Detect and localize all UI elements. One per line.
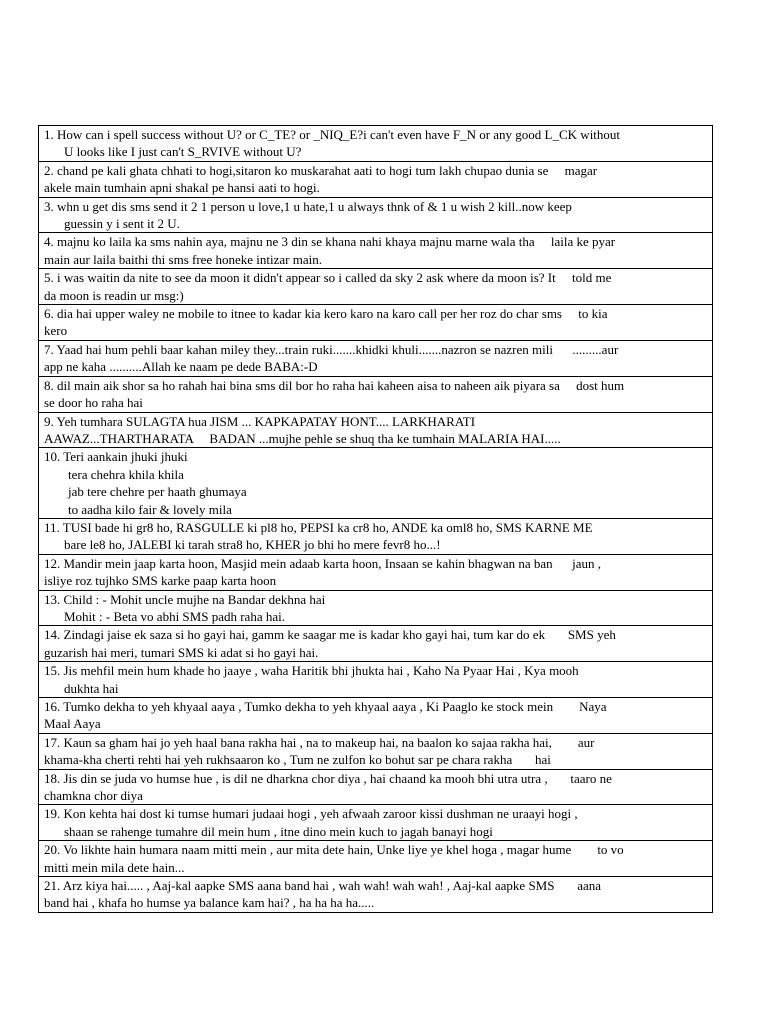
sms-entry-line: app ne kaha ..........Allah ke naam pe dede BABA:-D (44, 359, 318, 375)
sms-entry-line: 17. Kaun sa gham hai jo yeh haal bana rakha hai , na to makeup hai, na baalon ko sajaa rakha hai, aur (44, 734, 595, 750)
sms-entry-line: 1. How can i spell success without U? or C_TE? or _NIQ_E?i can't even have F_N or any good L_CK without (44, 127, 621, 142)
sms-entry-line: 18. Jis din se juda vo humse hue , is dil ne dharkna chor diya , hai chaand ka mooh bhi utra utra , taaro ne (44, 770, 612, 786)
sms-entry-line: 9. Yeh tumhara SULAGTA hua JISM ... KAPKAPATAY HONT.... LARKHARATI (44, 413, 476, 429)
sms-entry-2 (39, 162, 712, 198)
sms-entry-5 (39, 269, 712, 305)
sms-entry-line: khama-kha cherti rehti hai yeh rukhsaaron ko , Tum ne zulfon ko bohut sar pe chara rakha hai (44, 752, 551, 768)
sms-entry-6 (39, 305, 712, 341)
sms-entry-line: 7. Yaad hai hum pehli baar kahan miley they...train ruki.......khidki khuli.......nazron se nazren mili .........aur (44, 341, 619, 357)
sms-entry-line: 5. i was waitin da nite to see da moon it didn't appear so i called da sky 2 ask where da moon is? It told me (44, 270, 612, 286)
sms-entry-line: 6. dia hai upper waley ne mobile to itnee to kadar kia kero karo na karo call per her roz do char sms to kia (44, 306, 608, 322)
sms-entry-line: main aur laila baithi thi sms free honeke intizar main. (44, 251, 322, 267)
sms-entry-17 (39, 734, 712, 770)
sms-entry-line: 19. Kon kehta hai dost ki tumse humari judaai hogi , yeh afwaah zaroor kissi dushman ne uraayi hogi , (44, 806, 578, 822)
sms-entry-line: se door ho raha hai (44, 395, 143, 411)
sms-entry-12 (39, 555, 712, 591)
sms-entry-21 (39, 877, 712, 912)
sms-entry-line: 10. Teri aankain jhuki jhuki (44, 449, 188, 465)
sms-entry-line: to aadha kilo fair & lovely mila (68, 501, 232, 517)
sms-entry-line: 21. Arz kiya hai..... , Aaj-kal aapke SMS aana band hai , wah wah! wah wah! , Aaj-kal aapke SMS aana (44, 878, 602, 894)
sms-entry-15 (39, 662, 712, 698)
sms-entry-13 (39, 591, 712, 627)
sms-entry-line: Maal Aaya (44, 716, 101, 732)
sms-entry-line: 15. Jis mehfil mein hum khade ho jaaye , waha Haritik bhi jhukta hai , Kaho Na Pyaar Hai , Kya mooh (44, 663, 579, 679)
sms-entry-line: 8. dil main aik shor sa ho rahah hai bina sms dil bor ho raha hai kaheen aisa to naheen aik piyara sa dost hum (44, 377, 625, 393)
sms-entry-line: 16. Tumko dekha to yeh khyaal aaya , Tumko dekha to yeh khyaal aaya , Ki Paaglo ke stock mein Naya (44, 699, 607, 714)
sms-entry-line: mitti mein mila dete hain... (44, 859, 185, 875)
sms-entry-line: U looks like I just can't S_RVIVE without U? (64, 144, 302, 160)
sms-entry-4 (39, 233, 712, 269)
sms-entry-line: kero (44, 323, 68, 339)
sms-entry-9 (39, 413, 712, 449)
sms-entry-line: 4. majnu ko laila ka sms nahin aya, majnu ne 3 din se khana nahi khaya majnu marne wala tha laila ke pyar (44, 234, 616, 250)
sms-entry-line: guzarish hai meri, tumari SMS ki adat si ho gayi hai. (44, 644, 319, 660)
sms-entry-line: 12. Mandir mein jaap karta hoon, Masjid mein adaab karta hoon, Insaan se kahin bhagwan na ban jaun , (44, 555, 602, 571)
sms-entry-line: tera chehra khila khila (68, 466, 184, 482)
sms-entry-8 (39, 377, 712, 413)
sms-entry-line: AAWAZ...THARTHARATA BADAN ...mujhe pehle se shuq tha ke tumhain MALARIA HAI..... (44, 430, 561, 446)
sms-entry-line: band hai , khafa ho humse ya balance kam hai? , ha ha ha ha..... (44, 895, 375, 911)
sms-entry-line: 20. Vo likhte hain humara naam mitti mein , aur mita dete hain, Unke liye ye khel hoga , magar hume to vo (44, 842, 624, 858)
sms-entry-14 (39, 626, 712, 662)
sms-entry-line: chamkna chor diya (44, 788, 143, 804)
sms-entry-line: bare le8 ho, JALEBI ki tarah stra8 ho, KHER jo bhi ho mere fevr8 ho...! (64, 537, 441, 553)
sms-entry-line: Mohit : - Beta vo abhi SMS padh raha hai. (64, 608, 285, 624)
sms-entry-line: dukhta hai (64, 680, 119, 696)
sms-entry-10 (39, 448, 712, 519)
sms-entry-7 (39, 341, 712, 377)
sms-entry-line: isliye roz tujhko SMS karke paap karta hoon (44, 573, 277, 589)
sms-entry-line: 11. TUSI bade hi gr8 ho, RASGULLE ki pl8 ho, PEPSI ka cr8 ho, ANDE ka oml8 ho, SMS KARNE ME (44, 519, 593, 535)
sms-entry-line: 13. Child : - Mohit uncle mujhe na Bandar dekhna hai (44, 591, 326, 607)
sms-entry-line: guessin y i sent it 2 U. (64, 216, 180, 232)
sms-entry-1 (39, 126, 712, 162)
sms-table (38, 125, 713, 913)
sms-entry-11 (39, 519, 712, 555)
sms-entry-20 (39, 841, 712, 877)
sms-entry-line: 2. chand pe kali ghata chhati to hogi,sitaron ko muskarahat aati to hogi tum lakh chupao dunia se magar (44, 162, 598, 178)
sms-entry-16 (39, 698, 712, 734)
sms-entry-line: akele main tumhain apni shakal pe hansi aati to hogi. (44, 180, 320, 196)
sms-entry-line: da moon is readin ur msg:) (44, 287, 184, 303)
sms-entry-18 (39, 770, 712, 806)
sms-entry-line: 3. whn u get dis sms send it 2 1 person u love,1 u hate,1 u always thnk of & 1 u wish 2 kill..now keep (44, 198, 572, 214)
sms-entry-line: jab tere chehre per haath ghumaya (68, 484, 247, 500)
sms-entry-19 (39, 805, 712, 841)
sms-entry-line: shaan se rahenge tumahre dil mein hum , itne dino mein kuch to jagah banayi hogi (64, 823, 493, 839)
sms-entry-line: 14. Zindagi jaise ek saza si ho gayi hai, gamm ke saagar me is kadar kho gayi hai, tum kar do ek SMS yeh (44, 627, 616, 643)
sms-entry-3 (39, 198, 712, 234)
